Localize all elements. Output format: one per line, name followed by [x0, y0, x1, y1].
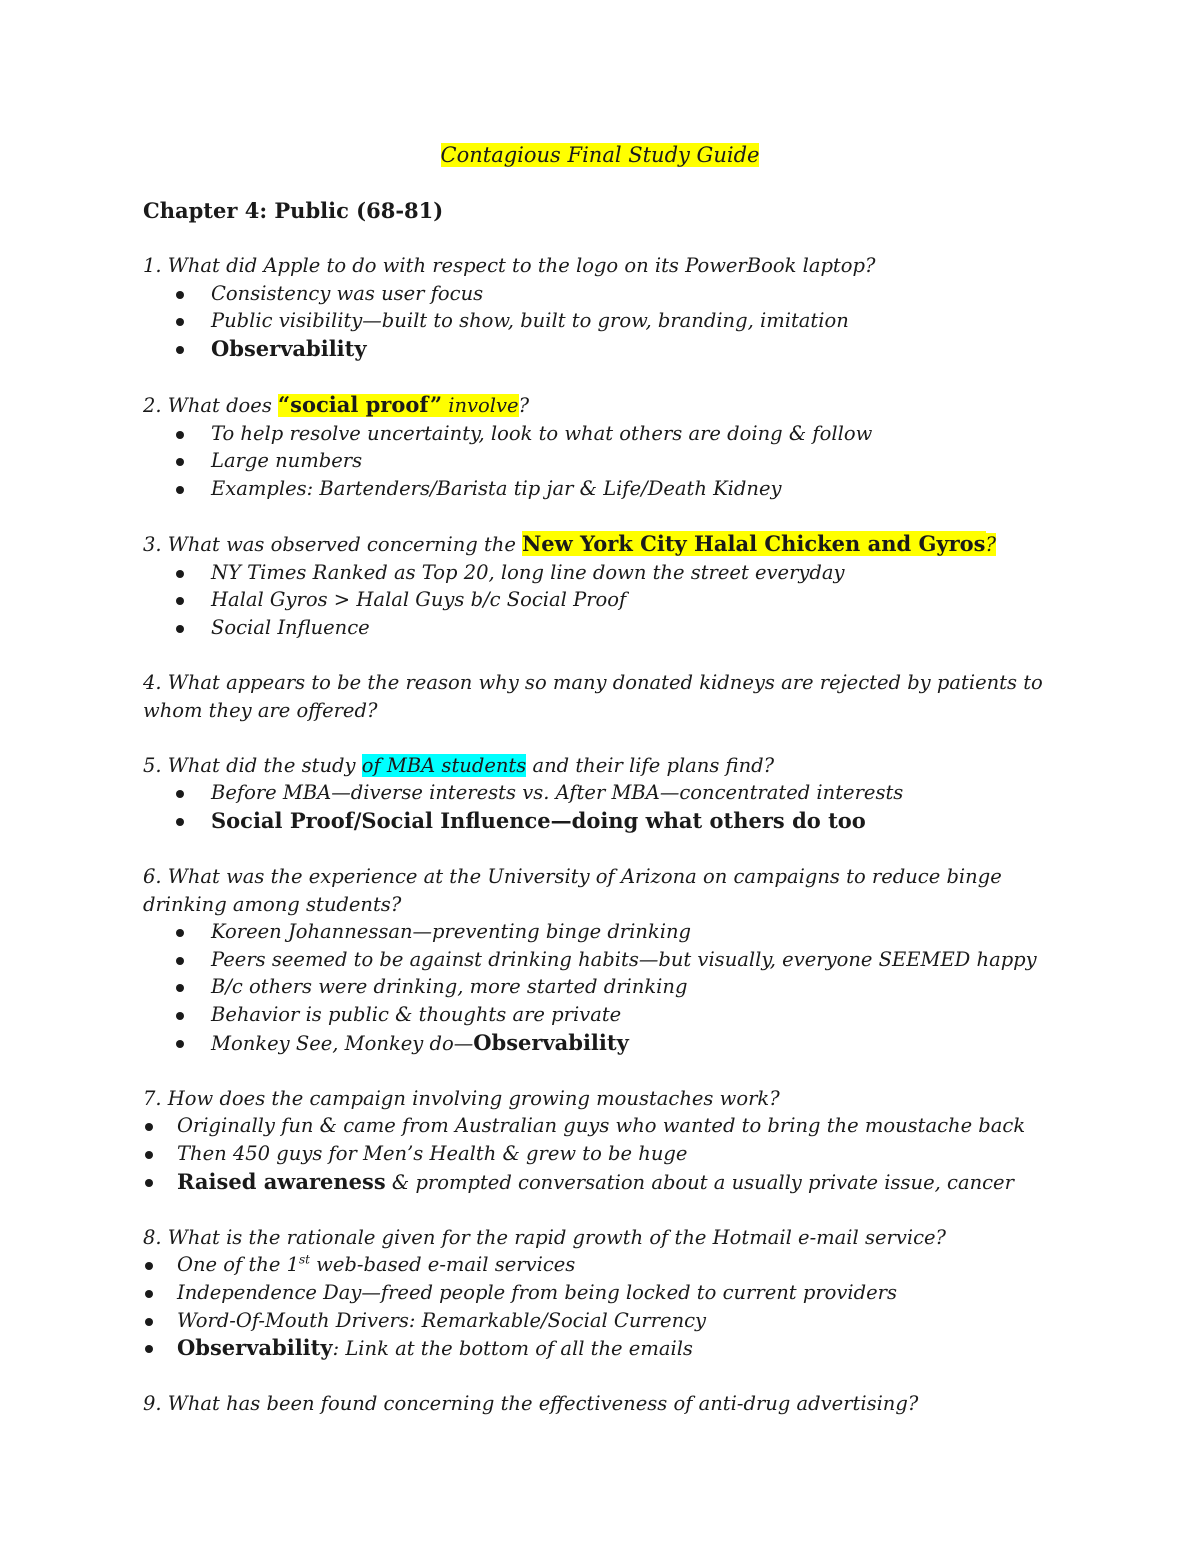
list-item: Large numbers: [143, 447, 1043, 475]
bold-term: “social proof”: [278, 391, 443, 417]
question-text: 8. What is the rationale given for the rapid growth of the Hotmail e-mail service?: [143, 1225, 946, 1249]
question-prefix: 3. What was observed concerning the: [143, 532, 523, 556]
question-suffix: ?: [518, 393, 530, 417]
list-item: Behavior is public & thoughts are private: [143, 1001, 1043, 1029]
question-6: [143, 863, 1043, 1057]
question-text: [143, 752, 1043, 780]
answer-list: [143, 420, 1043, 503]
list-item: Originally fun & came from Australian guys who wanted to bring the moustache back: [143, 1112, 1043, 1140]
list-item: NY Times Ranked as Top 20, long line down the street everyday: [143, 559, 1043, 587]
question-text: 9. What has been found concerning the effectiveness of anti-drug advertising?: [143, 1392, 919, 1416]
answer-list: [143, 1112, 1043, 1196]
questions-list: [143, 252, 1043, 1446]
question-text: 1. What did Apple to do with respect to the logo on its PowerBook laptop?: [143, 254, 876, 277]
highlighted-term: [278, 391, 519, 417]
question-suffix: ?: [985, 532, 996, 556]
bullet-text: One of the 1: [177, 1253, 299, 1277]
answer-list: [143, 559, 1043, 642]
bullet-text: & prompted conversation about a usually private issue, cancer: [385, 1170, 1014, 1194]
title-highlight: Contagious Final Study Guide: [440, 143, 760, 167]
question-suffix: and their life plans find?: [526, 753, 775, 777]
bold-term: Observability: [473, 1029, 629, 1055]
chapter-heading: Chapter 4: Public (68-81): [143, 198, 444, 223]
list-item: Social Influence: [143, 614, 1043, 642]
answer-list: [143, 1251, 1043, 1362]
bold-term: Raised awareness: [177, 1168, 386, 1194]
highlighted-term: of MBA students: [361, 753, 527, 777]
document-title: [0, 140, 1200, 170]
bullet-text: Monkey See, Monkey do—: [211, 1031, 474, 1055]
list-item: Halal Gyros > Halal Guys b/c Social Proof: [143, 586, 1043, 614]
bullet-text: web-based e-mail services: [309, 1253, 576, 1277]
question-3: [143, 530, 1043, 641]
list-item: Peers seemed to be against drinking habits—but visually, everyone SEEMED happy: [143, 946, 1043, 974]
question-4: [143, 669, 1043, 724]
list-item: To help resolve uncertainty, look to what others are doing & follow: [143, 420, 1043, 448]
list-item: Examples: Bartenders/Barista tip jar & Life/Death Kidney: [143, 475, 1043, 503]
list-item: Independence Day—freed people from being locked to current providers: [143, 1279, 1043, 1307]
list-item: [143, 1029, 1043, 1058]
answer-list: [143, 280, 1043, 364]
list-item: [143, 1251, 1043, 1279]
list-item: [143, 335, 1043, 364]
superscript: st: [298, 1252, 310, 1267]
question-9: [143, 1390, 1043, 1418]
answer-list: [143, 918, 1043, 1057]
list-item: Then 450 guys for Men’s Health & grew to be huge: [143, 1140, 1043, 1168]
list-item: [143, 1168, 1043, 1197]
list-item: Word-Of-Mouth Drivers: Remarkable/Social Currency: [143, 1307, 1043, 1335]
list-item: Consistency was user focus: [143, 280, 1043, 308]
question-7: [143, 1085, 1043, 1196]
bold-term: Observability: [211, 335, 367, 361]
question-text: [143, 391, 1043, 420]
question-text: 7. How does the campaign involving growing moustaches work?: [143, 1086, 780, 1110]
highlighted-word: involve: [442, 393, 519, 417]
list-item: B/c others were drinking, more started drinking: [143, 973, 1043, 1001]
list-item: Before MBA—diverse interests vs. After MBA—concentrated interests: [143, 779, 1043, 807]
question-8: [143, 1224, 1043, 1363]
question-text: [143, 530, 1043, 559]
highlighted-term: New York City Halal Chicken and Gyros: [522, 530, 986, 556]
list-item: [143, 807, 1043, 836]
bold-term: Observability: [177, 1335, 333, 1361]
question-prefix: 5. What did the study: [143, 753, 362, 777]
list-item: Koreen Johannessan—preventing binge drinking: [143, 918, 1043, 946]
list-item: Public visibility—built to show, built to grow, branding, imitation: [143, 307, 1043, 335]
list-item: [143, 1334, 1043, 1363]
question-text: 6. What was the experience at the University of Arizona on campaigns to reduce binge drinking among students?: [143, 865, 1002, 916]
question-5: [143, 752, 1043, 836]
question-text: 4. What appears to be the reason why so many donated kidneys are rejected by patients to whom they are offered?: [143, 670, 1043, 722]
question-prefix: 2. What does: [143, 393, 279, 417]
bold-term: Social Proof/Social Influence—doing what others do too: [211, 807, 866, 833]
bullet-text: : Link at the bottom of all the emails: [332, 1337, 693, 1361]
question-2: [143, 391, 1043, 502]
answer-list: [143, 779, 1043, 835]
question-1: [143, 252, 1043, 363]
